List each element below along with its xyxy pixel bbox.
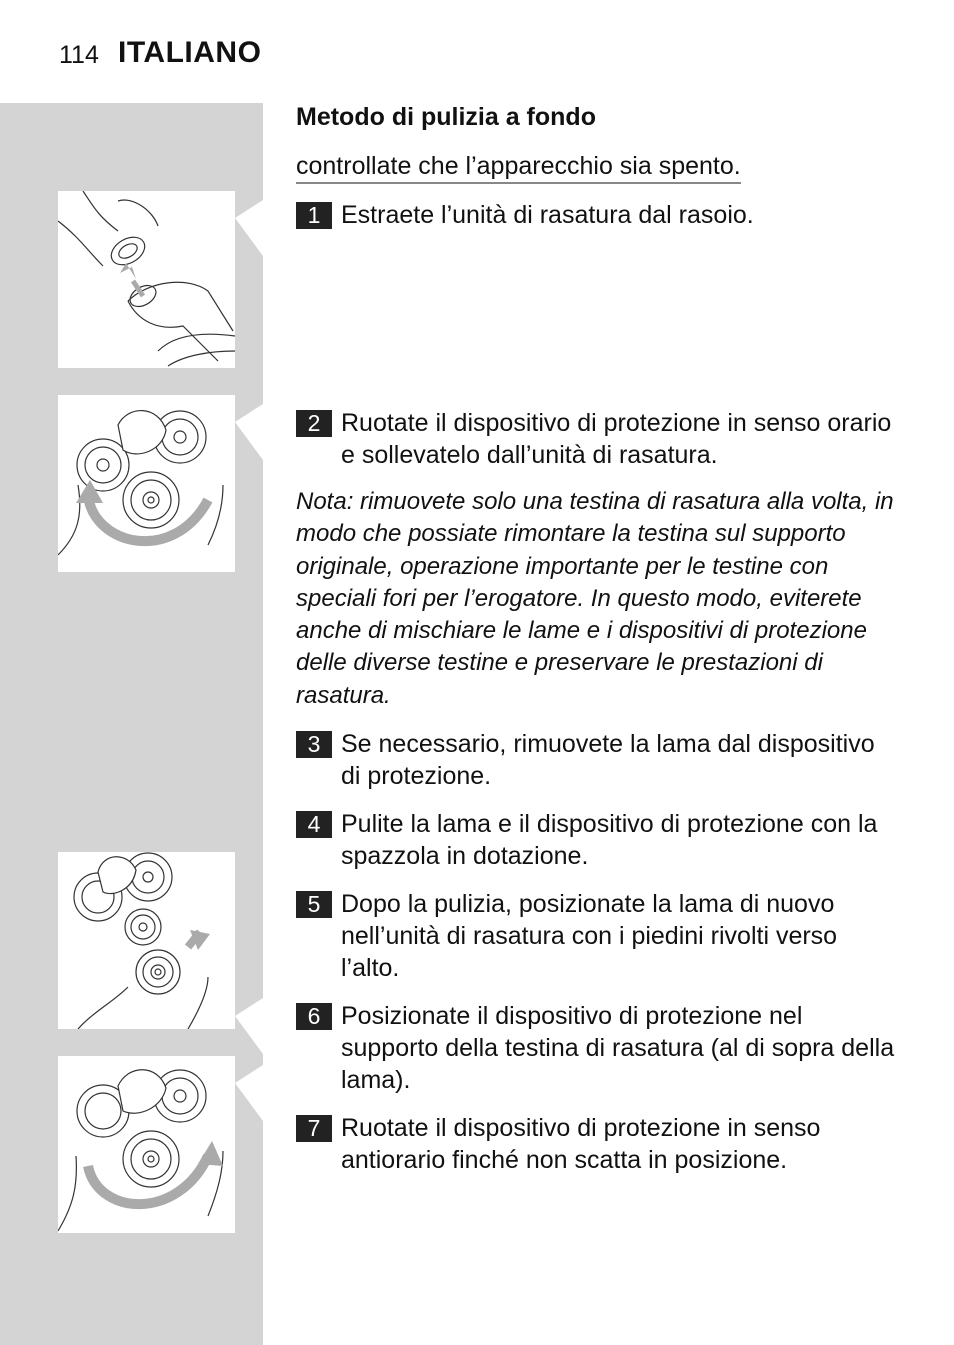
step-number: 4 [296,811,332,838]
remove-shaving-unit-illustration [58,191,235,368]
step-5 [296,888,896,984]
language-heading: ITALIANO [118,36,262,69]
step-text: Ruotate il dispositivo di protezione in senso antiorario finché non scatta in posizione. [341,1114,821,1174]
pointer-icon [235,200,263,256]
step-text: Pulite la lama e il dispositivo di protezione con la spazzola in dotazione. [341,810,878,870]
page-number: 114 [59,41,99,69]
step-number: 3 [296,731,332,758]
step-2 [296,407,896,471]
step-number: 1 [296,202,332,229]
pointer-icon [235,998,263,1054]
pointer-icon [235,404,263,460]
pointer-icon [235,1065,263,1121]
step-number: 2 [296,410,332,437]
note-text: Nota: rimuovete solo una testina di rasatura alla volta, in modo che possiate rimontare la testina sul supporto originale, operazione importante per le testine con speciali fori per l’erogatore. In questo modo, eviterete anche di mischiare le lame e i dispositivi di protezione delle diverse testine e preservare le prestazioni di rasatura. [296,488,894,709]
warning-text: controllate che l’apparecchio sia spento. [296,152,741,184]
insert-cutter-illustration [58,852,235,1029]
step-7 [296,1112,896,1176]
rotate-anticlockwise-illustration [58,1056,235,1233]
step-text: Dopo la pulizia, posizionate la lama di nuovo nell’unità di rasatura con i piedini rivolti verso l’alto. [341,890,838,982]
rotate-clockwise-illustration [58,395,235,572]
step-text: Se necessario, rimuovete la lama dal dispositivo di protezione. [341,730,875,790]
step-6 [296,1000,896,1096]
step-text: Posizionate il dispositivo di protezione nel supporto della testina di rasatura (al di sopra della lama). [341,1002,895,1094]
step-number: 6 [296,1003,332,1030]
step-number: 7 [296,1115,332,1142]
step-text: Estraete l’unità di rasatura dal rasoio. [341,201,754,229]
section-title: Metodo di pulizia a fondo [296,103,596,131]
step-1 [296,199,896,231]
step-4 [296,808,896,872]
step-text: Ruotate il dispositivo di protezione in senso orario e sollevatelo dall’unità di rasatura. [341,409,892,469]
step-number: 5 [296,891,332,918]
step-3 [296,728,896,792]
